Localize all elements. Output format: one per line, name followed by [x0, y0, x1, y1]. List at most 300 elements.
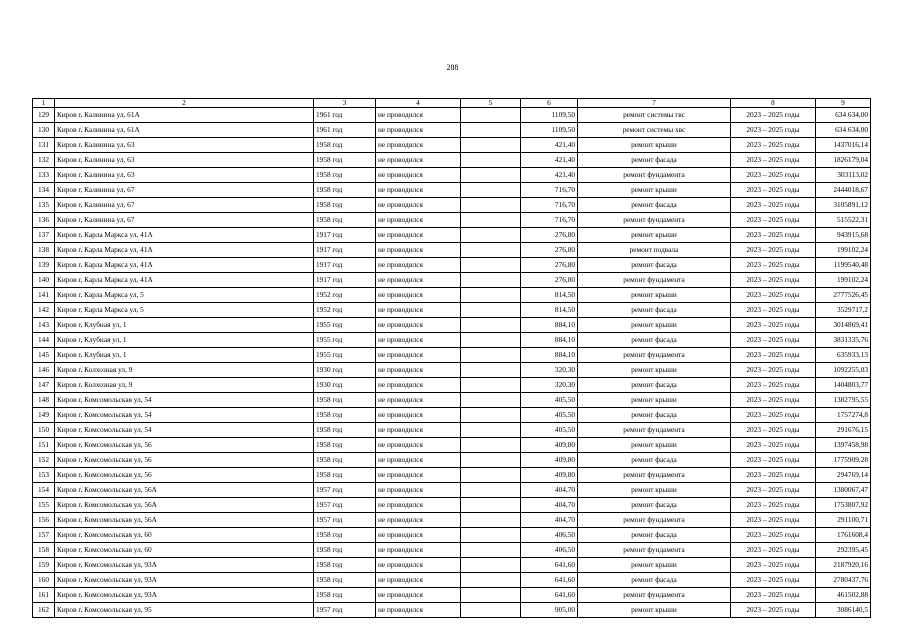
- cell-col-5: [461, 243, 521, 258]
- cell-address: Киров г, Комсомольская ул, 54: [55, 408, 314, 423]
- cell-address: Киров г, Калинина ул, 67: [55, 183, 314, 198]
- cell-area: 884,10: [521, 318, 578, 333]
- cell-col-5: [461, 198, 521, 213]
- cell-work-type: ремонт системы гвс: [578, 108, 731, 123]
- cell-year-built: 1952 год: [314, 303, 376, 318]
- cell-area: 814,50: [521, 288, 578, 303]
- cell-period: 2023 – 2025 годы: [731, 183, 816, 198]
- cell-cost: 634 634,00: [816, 123, 871, 138]
- cell-area: 641,60: [521, 588, 578, 603]
- cell-cost: 1382795,55: [816, 393, 871, 408]
- cell-address: Киров г, Комсомольская ул, 93А: [55, 558, 314, 573]
- cell-period: 2023 – 2025 годы: [731, 363, 816, 378]
- cell-row-number: 137: [33, 228, 55, 243]
- cell-last-repair: не проводился: [376, 138, 461, 153]
- cell-col-5: [461, 123, 521, 138]
- cell-col-5: [461, 393, 521, 408]
- cell-work-type: ремонт системы хвс: [578, 123, 731, 138]
- cell-work-type: ремонт крыши: [578, 483, 731, 498]
- cell-address: Киров г, Калинина ул, 61А: [55, 108, 314, 123]
- cell-year-built: 1961 год: [314, 123, 376, 138]
- cell-work-type: ремонт фундамента: [578, 468, 731, 483]
- cell-address: Киров г, Калинина ул, 67: [55, 198, 314, 213]
- cell-col-5: [461, 573, 521, 588]
- cell-cost: 461502,88: [816, 588, 871, 603]
- cell-address: Киров г, Комсомольская ул, 93А: [55, 588, 314, 603]
- cell-cost: 3086140,5: [816, 603, 871, 618]
- cell-period: 2023 – 2025 годы: [731, 258, 816, 273]
- cell-last-repair: не проводился: [376, 393, 461, 408]
- cell-work-type: ремонт фасада: [578, 198, 731, 213]
- table-row: [33, 168, 871, 183]
- cell-cost: 2444018,67: [816, 183, 871, 198]
- cell-year-built: 1958 год: [314, 213, 376, 228]
- cell-last-repair: не проводился: [376, 213, 461, 228]
- cell-work-type: ремонт фасада: [578, 378, 731, 393]
- table-row: [33, 333, 871, 348]
- cell-last-repair: не проводился: [376, 198, 461, 213]
- header-cell: 3: [314, 99, 376, 108]
- cell-col-5: [461, 363, 521, 378]
- cell-row-number: 136: [33, 213, 55, 228]
- page-number: 288: [446, 63, 459, 72]
- table-row: [33, 573, 871, 588]
- cell-col-5: [461, 453, 521, 468]
- cell-last-repair: не проводился: [376, 363, 461, 378]
- cell-area: 276,80: [521, 243, 578, 258]
- cell-work-type: ремонт фасада: [578, 573, 731, 588]
- cell-work-type: ремонт крыши: [578, 393, 731, 408]
- cell-cost: 515522,31: [816, 213, 871, 228]
- header-cell: 1: [33, 99, 55, 108]
- cell-cost: 1092255,03: [816, 363, 871, 378]
- cell-area: 276,80: [521, 228, 578, 243]
- cell-address: Киров г, Комсомольская ул, 93А: [55, 573, 314, 588]
- cell-period: 2023 – 2025 годы: [731, 573, 816, 588]
- cell-col-5: [461, 423, 521, 438]
- cell-period: 2023 – 2025 годы: [731, 198, 816, 213]
- cell-period: 2023 – 2025 годы: [731, 333, 816, 348]
- table-row: [33, 363, 871, 378]
- cell-period: 2023 – 2025 годы: [731, 498, 816, 513]
- header-cell: 2: [55, 99, 314, 108]
- cell-row-number: 146: [33, 363, 55, 378]
- cell-area: 421,40: [521, 153, 578, 168]
- cell-last-repair: не проводился: [376, 603, 461, 618]
- cell-last-repair: не проводился: [376, 153, 461, 168]
- cell-row-number: 152: [33, 453, 55, 468]
- cell-address: Киров г, Клубная ул, 1: [55, 318, 314, 333]
- table-row: [33, 513, 871, 528]
- cell-year-built: 1917 год: [314, 258, 376, 273]
- cell-area: 406,50: [521, 543, 578, 558]
- cell-period: 2023 – 2025 годы: [731, 243, 816, 258]
- cell-cost: 1753807,92: [816, 498, 871, 513]
- cell-row-number: 144: [33, 333, 55, 348]
- cell-last-repair: не проводился: [376, 453, 461, 468]
- cell-year-built: 1958 год: [314, 438, 376, 453]
- cell-col-5: [461, 318, 521, 333]
- cell-row-number: 156: [33, 513, 55, 528]
- cell-row-number: 154: [33, 483, 55, 498]
- cell-area: 406,50: [521, 528, 578, 543]
- cell-area: 409,80: [521, 468, 578, 483]
- cell-work-type: ремонт фасада: [578, 153, 731, 168]
- cell-last-repair: не проводился: [376, 498, 461, 513]
- header-cell: 8: [731, 99, 816, 108]
- cell-col-5: [461, 483, 521, 498]
- cell-work-type: ремонт крыши: [578, 438, 731, 453]
- cell-address: Киров г, Карла Маркса ул, 5: [55, 288, 314, 303]
- cell-year-built: 1958 год: [314, 198, 376, 213]
- cell-col-5: [461, 273, 521, 288]
- cell-cost: 1826179,04: [816, 153, 871, 168]
- table-row: [33, 348, 871, 363]
- cell-col-5: [461, 138, 521, 153]
- cell-col-5: [461, 603, 521, 618]
- table-row: [33, 258, 871, 273]
- cell-row-number: 138: [33, 243, 55, 258]
- cell-period: 2023 – 2025 годы: [731, 138, 816, 153]
- cell-col-5: [461, 558, 521, 573]
- cell-work-type: ремонт крыши: [578, 603, 731, 618]
- cell-work-type: ремонт фасада: [578, 303, 731, 318]
- cell-cost: 1404803,77: [816, 378, 871, 393]
- cell-address: Киров г, Калинина ул, 61А: [55, 123, 314, 138]
- cell-work-type: ремонт фасада: [578, 453, 731, 468]
- cell-cost: 2777526,45: [816, 288, 871, 303]
- cell-cost: 634 634,00: [816, 108, 871, 123]
- cell-row-number: 140: [33, 273, 55, 288]
- cell-year-built: 1955 год: [314, 318, 376, 333]
- cell-work-type: ремонт фасада: [578, 498, 731, 513]
- cell-col-5: [461, 168, 521, 183]
- cell-area: 1109,50: [521, 108, 578, 123]
- cell-work-type: ремонт крыши: [578, 318, 731, 333]
- cell-area: 404,70: [521, 498, 578, 513]
- cell-row-number: 135: [33, 198, 55, 213]
- cell-last-repair: не проводился: [376, 573, 461, 588]
- cell-period: 2023 – 2025 годы: [731, 558, 816, 573]
- cell-address: Киров г, Комсомольская ул, 60: [55, 543, 314, 558]
- cell-col-5: [461, 498, 521, 513]
- cell-work-type: ремонт фундамента: [578, 168, 731, 183]
- cell-col-5: [461, 183, 521, 198]
- cell-area: 814,50: [521, 303, 578, 318]
- table-row: [33, 123, 871, 138]
- cell-work-type: ремонт фундамента: [578, 588, 731, 603]
- cell-year-built: 1957 год: [314, 498, 376, 513]
- cell-year-built: 1958 год: [314, 393, 376, 408]
- cell-period: 2023 – 2025 годы: [731, 213, 816, 228]
- cell-cost: 1757274,8: [816, 408, 871, 423]
- cell-year-built: 1958 год: [314, 468, 376, 483]
- table-row: [33, 213, 871, 228]
- cell-col-5: [461, 228, 521, 243]
- cell-period: 2023 – 2025 годы: [731, 528, 816, 543]
- table-row: [33, 198, 871, 213]
- header-row: [33, 99, 871, 108]
- cell-last-repair: не проводился: [376, 483, 461, 498]
- cell-year-built: 1917 год: [314, 228, 376, 243]
- cell-area: 641,60: [521, 573, 578, 588]
- cell-work-type: ремонт фасада: [578, 528, 731, 543]
- cell-work-type: ремонт фундамента: [578, 273, 731, 288]
- cell-period: 2023 – 2025 годы: [731, 483, 816, 498]
- cell-period: 2023 – 2025 годы: [731, 228, 816, 243]
- cell-address: Киров г, Комсомольская ул, 56: [55, 438, 314, 453]
- cell-row-number: 143: [33, 318, 55, 333]
- cell-address: Киров г, Карла Маркса ул, 41А: [55, 228, 314, 243]
- cell-cost: 1437016,14: [816, 138, 871, 153]
- cell-area: 276,80: [521, 258, 578, 273]
- cell-year-built: 1952 год: [314, 288, 376, 303]
- cell-work-type: ремонт крыши: [578, 288, 731, 303]
- cell-year-built: 1958 год: [314, 453, 376, 468]
- cell-period: 2023 – 2025 годы: [731, 513, 816, 528]
- cell-row-number: 133: [33, 168, 55, 183]
- cell-cost: 1380067,47: [816, 483, 871, 498]
- cell-row-number: 142: [33, 303, 55, 318]
- header-cell: 4: [376, 99, 461, 108]
- cell-address: Киров г, Комсомольская ул, 54: [55, 423, 314, 438]
- cell-col-5: [461, 468, 521, 483]
- cell-year-built: 1958 год: [314, 408, 376, 423]
- cell-area: 276,80: [521, 273, 578, 288]
- cell-row-number: 132: [33, 153, 55, 168]
- cell-address: Киров г, Калинина ул, 63: [55, 138, 314, 153]
- cell-year-built: 1930 год: [314, 378, 376, 393]
- cell-address: Киров г, Комсомольская ул, 56А: [55, 498, 314, 513]
- cell-cost: 292395,45: [816, 543, 871, 558]
- cell-col-5: [461, 288, 521, 303]
- cell-area: 421,40: [521, 168, 578, 183]
- cell-period: 2023 – 2025 годы: [731, 378, 816, 393]
- cell-work-type: ремонт фасада: [578, 408, 731, 423]
- cell-row-number: 151: [33, 438, 55, 453]
- cell-year-built: 1958 год: [314, 588, 376, 603]
- cell-last-repair: не проводился: [376, 258, 461, 273]
- table-row: [33, 498, 871, 513]
- cell-last-repair: не проводился: [376, 468, 461, 483]
- cell-cost: 291100,71: [816, 513, 871, 528]
- cell-period: 2023 – 2025 годы: [731, 543, 816, 558]
- cell-area: 405,50: [521, 423, 578, 438]
- table-row: [33, 588, 871, 603]
- table-row: [33, 483, 871, 498]
- cell-period: 2023 – 2025 годы: [731, 438, 816, 453]
- cell-address: Киров г, Колхозная ул, 9: [55, 378, 314, 393]
- cell-last-repair: не проводился: [376, 183, 461, 198]
- cell-area: 404,70: [521, 513, 578, 528]
- table-row: [33, 558, 871, 573]
- cell-address: Киров г, Клубная ул, 1: [55, 348, 314, 363]
- cell-col-5: [461, 303, 521, 318]
- cell-year-built: 1930 год: [314, 363, 376, 378]
- table-row: [33, 543, 871, 558]
- header-cell: 5: [461, 99, 521, 108]
- header-cell: 6: [521, 99, 578, 108]
- cell-year-built: 1917 год: [314, 273, 376, 288]
- table-row: [33, 528, 871, 543]
- cell-address: Киров г, Комсомольская ул, 56А: [55, 513, 314, 528]
- cell-address: Киров г, Колхозная ул, 9: [55, 363, 314, 378]
- cell-year-built: 1958 год: [314, 183, 376, 198]
- table-row: [33, 393, 871, 408]
- cell-work-type: ремонт крыши: [578, 228, 731, 243]
- cell-period: 2023 – 2025 годы: [731, 453, 816, 468]
- cell-last-repair: не проводился: [376, 528, 461, 543]
- repair-registry-table: [32, 98, 871, 618]
- cell-row-number: 149: [33, 408, 55, 423]
- cell-last-repair: не проводился: [376, 438, 461, 453]
- cell-period: 2023 – 2025 годы: [731, 123, 816, 138]
- cell-row-number: 145: [33, 348, 55, 363]
- cell-row-number: 131: [33, 138, 55, 153]
- cell-year-built: 1958 год: [314, 573, 376, 588]
- cell-period: 2023 – 2025 годы: [731, 168, 816, 183]
- cell-period: 2023 – 2025 годы: [731, 288, 816, 303]
- cell-year-built: 1958 год: [314, 168, 376, 183]
- cell-work-type: ремонт крыши: [578, 363, 731, 378]
- cell-year-built: 1957 год: [314, 513, 376, 528]
- cell-last-repair: не проводился: [376, 303, 461, 318]
- cell-cost: 2780437,76: [816, 573, 871, 588]
- cell-col-5: [461, 213, 521, 228]
- cell-col-5: [461, 258, 521, 273]
- cell-area: 421,40: [521, 138, 578, 153]
- cell-area: 716,70: [521, 213, 578, 228]
- cell-last-repair: не проводился: [376, 513, 461, 528]
- cell-cost: 3105891,12: [816, 198, 871, 213]
- cell-cost: 303113,02: [816, 168, 871, 183]
- cell-cost: 2187920,16: [816, 558, 871, 573]
- cell-year-built: 1955 год: [314, 333, 376, 348]
- table-row: [33, 153, 871, 168]
- cell-work-type: ремонт крыши: [578, 558, 731, 573]
- cell-work-type: ремонт фундамента: [578, 513, 731, 528]
- cell-row-number: 130: [33, 123, 55, 138]
- cell-row-number: 153: [33, 468, 55, 483]
- cell-cost: 199102,24: [816, 243, 871, 258]
- cell-area: 404,70: [521, 483, 578, 498]
- table-row: [33, 453, 871, 468]
- cell-work-type: ремонт фасада: [578, 258, 731, 273]
- cell-period: 2023 – 2025 годы: [731, 588, 816, 603]
- cell-period: 2023 – 2025 годы: [731, 348, 816, 363]
- cell-area: 405,50: [521, 408, 578, 423]
- cell-area: 716,70: [521, 183, 578, 198]
- table-row: [33, 468, 871, 483]
- cell-row-number: 162: [33, 603, 55, 618]
- cell-year-built: 1917 год: [314, 243, 376, 258]
- cell-last-repair: не проводился: [376, 348, 461, 363]
- cell-col-5: [461, 408, 521, 423]
- table-row: [33, 303, 871, 318]
- cell-cost: 943915,68: [816, 228, 871, 243]
- cell-last-repair: не проводился: [376, 273, 461, 288]
- cell-period: 2023 – 2025 годы: [731, 423, 816, 438]
- cell-row-number: 139: [33, 258, 55, 273]
- cell-row-number: 148: [33, 393, 55, 408]
- cell-cost: 1397458,98: [816, 438, 871, 453]
- cell-col-5: [461, 528, 521, 543]
- table-row: [33, 438, 871, 453]
- table-body: [33, 108, 871, 618]
- cell-address: Киров г, Комсомольская ул, 60: [55, 528, 314, 543]
- cell-year-built: 1958 год: [314, 138, 376, 153]
- cell-address: Киров г, Комсомольская ул, 95: [55, 603, 314, 618]
- header-cell: 7: [578, 99, 731, 108]
- cell-area: 716,70: [521, 198, 578, 213]
- cell-address: Киров г, Калинина ул, 63: [55, 153, 314, 168]
- cell-address: Киров г, Калинина ул, 67: [55, 213, 314, 228]
- cell-address: Киров г, Карла Маркса ул, 41А: [55, 243, 314, 258]
- cell-row-number: 161: [33, 588, 55, 603]
- cell-row-number: 159: [33, 558, 55, 573]
- table-row: [33, 378, 871, 393]
- cell-work-type: ремонт фундамента: [578, 213, 731, 228]
- cell-cost: 3529717,2: [816, 303, 871, 318]
- cell-row-number: 157: [33, 528, 55, 543]
- cell-col-5: [461, 153, 521, 168]
- cell-col-5: [461, 333, 521, 348]
- cell-year-built: 1961 год: [314, 108, 376, 123]
- cell-year-built: 1958 год: [314, 528, 376, 543]
- table-row: [33, 243, 871, 258]
- header-cell: 9: [816, 99, 871, 108]
- cell-cost: 3014869,41: [816, 318, 871, 333]
- cell-cost: 1199540,48: [816, 258, 871, 273]
- cell-year-built: 1958 год: [314, 558, 376, 573]
- cell-row-number: 141: [33, 288, 55, 303]
- cell-area: 884,10: [521, 348, 578, 363]
- cell-area: 405,50: [521, 393, 578, 408]
- cell-row-number: 147: [33, 378, 55, 393]
- cell-cost: 635933,13: [816, 348, 871, 363]
- cell-cost: 199102,24: [816, 273, 871, 288]
- cell-period: 2023 – 2025 годы: [731, 408, 816, 423]
- table-row: [33, 318, 871, 333]
- cell-period: 2023 – 2025 годы: [731, 393, 816, 408]
- cell-work-type: ремонт фундамента: [578, 348, 731, 363]
- cell-last-repair: не проводился: [376, 288, 461, 303]
- cell-work-type: ремонт крыши: [578, 183, 731, 198]
- cell-period: 2023 – 2025 годы: [731, 108, 816, 123]
- cell-col-5: [461, 108, 521, 123]
- table-row: [33, 138, 871, 153]
- cell-period: 2023 – 2025 годы: [731, 318, 816, 333]
- cell-area: 320,30: [521, 363, 578, 378]
- table-row: [33, 273, 871, 288]
- cell-address: Киров г, Комсомольская ул, 56: [55, 453, 314, 468]
- cell-last-repair: не проводился: [376, 123, 461, 138]
- cell-cost: 1761608,4: [816, 528, 871, 543]
- cell-work-type: ремонт фундамента: [578, 423, 731, 438]
- cell-last-repair: не проводился: [376, 228, 461, 243]
- cell-period: 2023 – 2025 годы: [731, 273, 816, 288]
- cell-row-number: 160: [33, 573, 55, 588]
- cell-year-built: 1957 год: [314, 603, 376, 618]
- cell-address: Киров г, Комсомольская ул, 54: [55, 393, 314, 408]
- cell-last-repair: не проводился: [376, 378, 461, 393]
- cell-row-number: 155: [33, 498, 55, 513]
- cell-col-5: [461, 543, 521, 558]
- cell-last-repair: не проводился: [376, 588, 461, 603]
- cell-col-5: [461, 378, 521, 393]
- cell-work-type: ремонт крыши: [578, 138, 731, 153]
- table-row: [33, 603, 871, 618]
